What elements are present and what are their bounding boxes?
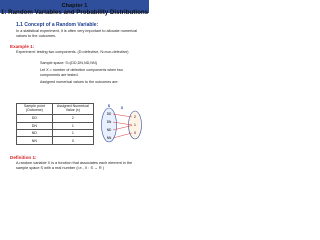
example-variable-def: Let X = number of defective components when two components are tested. [40, 68, 123, 77]
table-cell-value: 2 [52, 115, 93, 122]
outcome-node: DN [106, 120, 112, 124]
table-row [17, 129, 94, 136]
table-header-row [17, 104, 94, 115]
table-row [17, 122, 94, 129]
table-cell-outcome: DN [17, 122, 53, 129]
example-experiment: Experiment: testing two components. (D=defective, N=non-defective) [16, 50, 129, 54]
outcome-node: DD [106, 112, 112, 116]
table-cell-outcome: ND [17, 129, 53, 136]
outcome-table [16, 103, 94, 145]
value-node: 0 [134, 131, 136, 135]
table-header-value: Assigned Numerical Value (x) [52, 104, 93, 115]
example-sample-space: Sample space: S={DD,DN,ND,NN} [40, 61, 97, 65]
table-header-outcome: Sample point (Outcome) [17, 104, 53, 115]
chapter-label: Chapter 1 [61, 3, 88, 9]
table-cell-outcome: DD [17, 115, 53, 122]
value-node: 2 [134, 115, 136, 119]
set-label: S [107, 104, 111, 108]
outcome-node: ND [106, 128, 112, 132]
example-label: Example 1: [10, 44, 35, 49]
example-assigned-text: Assigned numerical values to the outcomes are: [40, 80, 119, 84]
table-row [17, 115, 94, 122]
var-label: X [120, 106, 124, 110]
section-intro: In a statistical experiment, it is often very important to allocate numerical values to the outcomes. [16, 29, 138, 39]
page-title: 1: Random Variables and Probability Distributions [0, 9, 149, 16]
definition-text: A random variable X is a function that associates each element in the sample space S with a real number (i.e., X : S → R ) [16, 161, 133, 171]
table-cell-value: 1 [52, 122, 93, 129]
table-cell-value: 1 [52, 129, 93, 136]
section-heading: 1.1 Concept of a Random Variable: [16, 22, 99, 28]
table-cell-outcome: NN [17, 137, 53, 144]
table-cell-value: 0 [52, 137, 93, 144]
outcome-node: NN [106, 136, 112, 140]
mapping-diagram [100, 104, 144, 148]
definition-label: Definition 1: [10, 155, 37, 160]
value-node: 1 [134, 123, 136, 127]
table-row [17, 137, 94, 144]
